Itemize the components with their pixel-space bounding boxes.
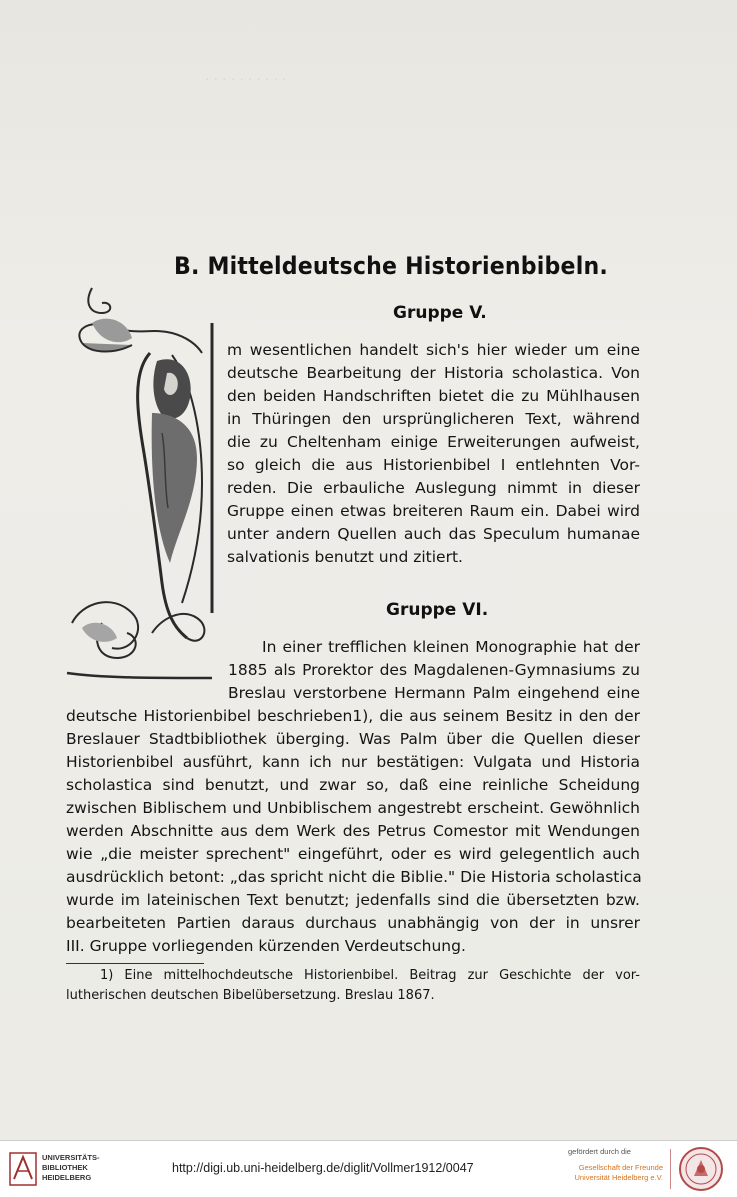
text-line: wie „die meister sprechent" eingeführt, oder es wird gelegentlich auch	[66, 845, 640, 863]
group-5-paragraph	[227, 339, 640, 569]
decorated-initial-i-icon	[62, 283, 230, 698]
text-line: die zu Cheltenham einige Erweiterungen aufweist,	[227, 433, 640, 451]
text-line: Breslau verstorbene Hermann Palm eingehend eine	[228, 684, 640, 702]
section-title: B. Mitteldeutsche Historienbibeln.	[174, 252, 608, 280]
text-line: deutsche Bearbeitung der Historia scholastica. Von	[227, 364, 640, 382]
group-6-heading: Gruppe VI.	[386, 600, 489, 620]
university-seal-icon[interactable]	[678, 1146, 724, 1192]
funder-name[interactable]: Gesellschaft der Freunde Universität Heidelberg e.V.	[574, 1163, 663, 1182]
group-6-paragraph-body	[66, 705, 640, 958]
text-line: m wesentlichen handelt sich's hier wieder um eine	[227, 341, 640, 359]
group-6-paragraph-top	[228, 636, 640, 705]
text-line: Gruppe einen etwas breiteren Raum ein. Dabei wird	[227, 502, 640, 520]
text-line: so gleich die aus Historienbibel I entlehnten Vor-	[227, 456, 640, 474]
text-line: in Thüringen den ursprünglicheren Text, während	[227, 410, 640, 428]
text-line: bearbeiteten Partien daraus durchaus unabhängig von der in unsrer	[66, 914, 640, 932]
footnote-line: 1) Eine mittelhochdeutsche Historienbibel. Beitrag zur Geschichte der vor-	[100, 968, 640, 983]
bleed-through-text: · · · · · · · · · ·	[205, 70, 287, 86]
footnote-line: lutherischen deutschen Bibelübersetzung. Breslau 1867.	[66, 988, 435, 1003]
text-line: werden Abschnitte aus dem Werk des Petrus Comestor mit Wendungen	[66, 822, 640, 840]
text-line: scholastica sind benutzt, und zwar so, daß eine reinliche Scheidung	[66, 776, 640, 794]
text-line: III. Gruppe vorliegenden kürzenden Verdeutschung.	[66, 937, 466, 955]
library-logo-icon[interactable]	[8, 1151, 38, 1187]
footer-divider	[670, 1149, 671, 1189]
group-5-heading: Gruppe V.	[393, 303, 487, 323]
text-line: reden. Die erbauliche Auslegung nimmt in dieser	[227, 479, 640, 497]
text-line: 1885 als Prorektor des Magdalenen-Gymnasiums zu	[228, 661, 640, 679]
text-line: unter andern Quellen auch das Speculum humanae	[227, 525, 640, 543]
footnote-divider	[66, 963, 204, 964]
footnote	[66, 966, 640, 1006]
text-line: ausdrücklich betont: „das spricht nicht die Biblie." Die Historia scholastica	[66, 868, 642, 886]
library-name[interactable]: UNIVERSITÄTS- BIBLIOTHEK HEIDELBERG	[42, 1153, 100, 1182]
text-line: deutsche Historienbibel beschrieben1), die aus seinem Besitz in den der	[66, 707, 640, 725]
permalink-url[interactable]: http://digi.ub.uni-heidelberg.de/diglit/Vollmer1912/0047	[172, 1161, 474, 1175]
text-line: salvationis benutzt und zitiert.	[227, 548, 463, 566]
footer-bar	[0, 1140, 737, 1197]
text-line: wurde im lateinischen Text benutzt; jedenfalls sind die übersetzten bzw.	[66, 891, 640, 909]
text-line: den beiden Handschriften bietet die zu Mühlhausen	[227, 387, 640, 405]
text-line: zwischen Biblischem und Unbiblischem angestrebt erscheint. Gewöhnlich	[66, 799, 640, 817]
funded-by-label: gefördert durch die	[568, 1147, 631, 1156]
text-line: Breslauer Stadtbibliothek überging. Was Palm über die Quellen dieser	[66, 730, 640, 748]
text-line: In einer trefflichen kleinen Monographie hat der	[262, 638, 640, 656]
text-line: Historienbibel ausführt, kann ich nur bestätigen: Vulgata und Historia	[66, 753, 640, 771]
